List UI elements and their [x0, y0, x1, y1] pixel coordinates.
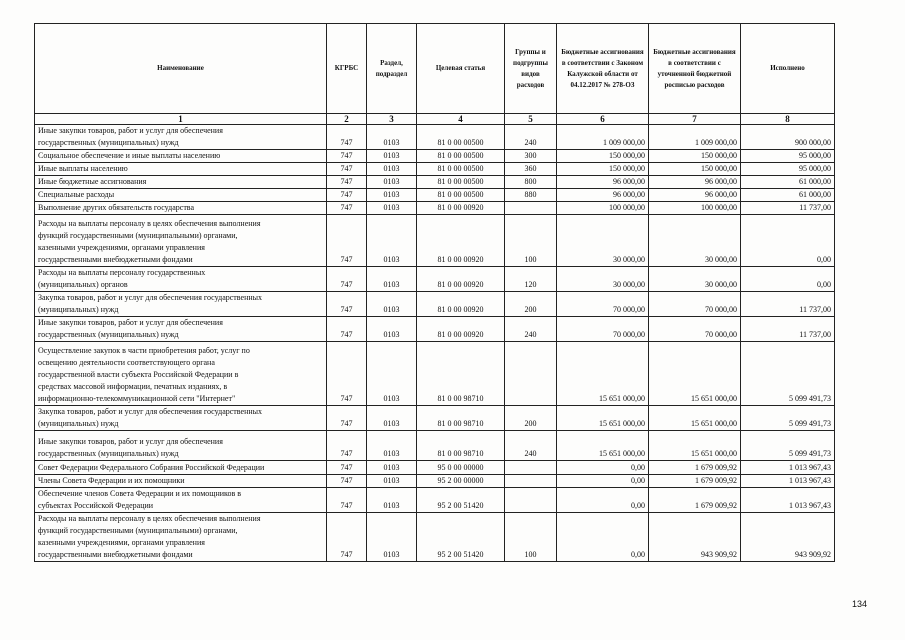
row-expense-group: 800 — [505, 176, 557, 189]
row-name: Члены Совета Федерации и их помощники — [35, 475, 327, 488]
col-number: 7 — [649, 114, 741, 125]
row-executed-amount: 5 099 491,73 — [741, 342, 835, 406]
table-row — [35, 488, 835, 513]
row-section: 0103 — [367, 150, 417, 163]
row-law-amount: 15 651 000,00 — [557, 406, 649, 431]
row-target-article: 81 0 00 00920 — [417, 202, 505, 215]
row-name: Расходы на выплаты персоналу государственных (муниципальных) органов — [35, 267, 327, 292]
row-target-article: 95 2 00 51420 — [417, 513, 505, 562]
row-target-article: 81 0 00 98710 — [417, 431, 505, 461]
row-law-amount: 15 651 000,00 — [557, 342, 649, 406]
row-law-amount: 0,00 — [557, 488, 649, 513]
row-kgrbs: 747 — [327, 215, 367, 267]
row-law-amount: 1 009 000,00 — [557, 125, 649, 150]
row-refined-amount: 30 000,00 — [649, 267, 741, 292]
row-target-article: 81 0 00 00500 — [417, 163, 505, 176]
row-kgrbs: 747 — [327, 317, 367, 342]
col-header-groups: Группы и подгруппы видов расходов — [505, 24, 557, 114]
row-section: 0103 — [367, 406, 417, 431]
row-target-article: 95 2 00 51420 — [417, 488, 505, 513]
table-row — [35, 150, 835, 163]
row-refined-amount: 15 651 000,00 — [649, 406, 741, 431]
row-section: 0103 — [367, 163, 417, 176]
row-name: Закупка товаров, работ и услуг для обеспечения государственных (муниципальных) нужд — [35, 292, 327, 317]
row-kgrbs: 747 — [327, 461, 367, 475]
row-section: 0103 — [367, 202, 417, 215]
row-expense-group — [505, 202, 557, 215]
row-name: Социальное обеспечение и иные выплаты населению — [35, 150, 327, 163]
row-kgrbs: 747 — [327, 202, 367, 215]
row-law-amount: 150 000,00 — [557, 150, 649, 163]
row-refined-amount: 30 000,00 — [649, 215, 741, 267]
col-header-law: Бюджетные ассигнования в соответствии с Законом Калужской области от 04.12.2017 № 278-ОЗ — [557, 24, 649, 114]
row-law-amount: 0,00 — [557, 461, 649, 475]
row-target-article: 95 0 00 00000 — [417, 461, 505, 475]
col-number: 3 — [367, 114, 417, 125]
row-kgrbs: 747 — [327, 163, 367, 176]
row-target-article: 81 0 00 00500 — [417, 150, 505, 163]
row-name: Закупка товаров, работ и услуг для обеспечения государственных (муниципальных) нужд — [35, 406, 327, 431]
table-row — [35, 215, 835, 267]
col-header-target: Целевая статья — [417, 24, 505, 114]
row-executed-amount: 5 099 491,73 — [741, 431, 835, 461]
row-refined-amount: 70 000,00 — [649, 317, 741, 342]
row-executed-amount: 0,00 — [741, 215, 835, 267]
row-expense-group: 360 — [505, 163, 557, 176]
row-section: 0103 — [367, 189, 417, 202]
row-name: Иные выплаты населению — [35, 163, 327, 176]
row-section: 0103 — [367, 513, 417, 562]
row-expense-group: 880 — [505, 189, 557, 202]
col-number: 4 — [417, 114, 505, 125]
row-expense-group — [505, 488, 557, 513]
row-refined-amount: 1 679 009,92 — [649, 461, 741, 475]
row-expense-group: 300 — [505, 150, 557, 163]
row-law-amount: 15 651 000,00 — [557, 431, 649, 461]
table-row — [35, 317, 835, 342]
row-target-article: 81 0 00 00500 — [417, 125, 505, 150]
row-law-amount: 70 000,00 — [557, 317, 649, 342]
row-section: 0103 — [367, 292, 417, 317]
row-executed-amount: 61 000,00 — [741, 189, 835, 202]
row-executed-amount: 1 013 967,43 — [741, 461, 835, 475]
row-kgrbs: 747 — [327, 513, 367, 562]
row-kgrbs: 747 — [327, 267, 367, 292]
row-executed-amount: 95 000,00 — [741, 150, 835, 163]
row-law-amount: 30 000,00 — [557, 215, 649, 267]
row-kgrbs: 747 — [327, 406, 367, 431]
row-section: 0103 — [367, 461, 417, 475]
row-executed-amount: 95 000,00 — [741, 163, 835, 176]
col-number: 6 — [557, 114, 649, 125]
col-header-section: Раздел, подраздел — [367, 24, 417, 114]
row-executed-amount: 0,00 — [741, 267, 835, 292]
row-target-article: 81 0 00 00920 — [417, 215, 505, 267]
row-refined-amount: 1 009 000,00 — [649, 125, 741, 150]
row-name: Выполнение других обязательств государства — [35, 202, 327, 215]
table-row — [35, 461, 835, 475]
row-target-article: 81 0 00 00920 — [417, 292, 505, 317]
row-kgrbs: 747 — [327, 176, 367, 189]
col-header-refined: Бюджетные ассигнования в соответствии с уточненной бюджетной росписью расходов — [649, 24, 741, 114]
row-executed-amount: 943 909,92 — [741, 513, 835, 562]
row-law-amount: 100 000,00 — [557, 202, 649, 215]
row-kgrbs: 747 — [327, 475, 367, 488]
row-kgrbs: 747 — [327, 431, 367, 461]
col-number: 8 — [741, 114, 835, 125]
budget-table — [34, 23, 835, 562]
row-target-article: 81 0 00 00500 — [417, 189, 505, 202]
row-refined-amount: 100 000,00 — [649, 202, 741, 215]
row-refined-amount: 15 651 000,00 — [649, 342, 741, 406]
row-expense-group — [505, 342, 557, 406]
row-section: 0103 — [367, 215, 417, 267]
row-expense-group: 120 — [505, 267, 557, 292]
row-name: Расходы на выплаты персоналу в целях обеспечения выполнения функций государственными (муниципальными) органами, казенными учреждениями, органами управления государственными внебюджетными фондами — [35, 513, 327, 562]
row-target-article: 81 0 00 98710 — [417, 342, 505, 406]
row-law-amount: 0,00 — [557, 513, 649, 562]
col-header-executed: Исполнено — [741, 24, 835, 114]
row-section: 0103 — [367, 342, 417, 406]
row-refined-amount: 96 000,00 — [649, 189, 741, 202]
row-name: Специальные расходы — [35, 189, 327, 202]
row-refined-amount: 1 679 009,92 — [649, 475, 741, 488]
row-expense-group — [505, 475, 557, 488]
row-name: Иные закупки товаров, работ и услуг для обеспечения государственных (муниципальных) нужд — [35, 125, 327, 150]
table-row — [35, 292, 835, 317]
row-refined-amount: 150 000,00 — [649, 163, 741, 176]
table-row — [35, 163, 835, 176]
row-section: 0103 — [367, 267, 417, 292]
row-target-article: 95 2 00 00000 — [417, 475, 505, 488]
row-target-article: 81 0 00 00920 — [417, 317, 505, 342]
row-expense-group — [505, 461, 557, 475]
row-law-amount: 96 000,00 — [557, 176, 649, 189]
row-section: 0103 — [367, 125, 417, 150]
row-target-article: 81 0 00 00920 — [417, 267, 505, 292]
row-law-amount: 0,00 — [557, 475, 649, 488]
row-law-amount: 70 000,00 — [557, 292, 649, 317]
row-refined-amount: 15 651 000,00 — [649, 431, 741, 461]
row-refined-amount: 943 909,92 — [649, 513, 741, 562]
row-kgrbs: 747 — [327, 189, 367, 202]
row-kgrbs: 747 — [327, 342, 367, 406]
col-number: 1 — [35, 114, 327, 125]
col-header-kgrbs: КГРБС — [327, 24, 367, 114]
row-name: Иные бюджетные ассигнования — [35, 176, 327, 189]
row-executed-amount: 61 000,00 — [741, 176, 835, 189]
col-header-name: Наименование — [35, 24, 327, 114]
row-name: Расходы на выплаты персоналу в целях обеспечения выполнения функций государственными (муниципальными) органами, казенными учреждениями, органами управления государственными внебюджетными фондами — [35, 215, 327, 267]
row-section: 0103 — [367, 475, 417, 488]
row-refined-amount: 150 000,00 — [649, 150, 741, 163]
table-row — [35, 431, 835, 461]
row-executed-amount: 5 099 491,73 — [741, 406, 835, 431]
row-name: Иные закупки товаров, работ и услуг для обеспечения государственных (муниципальных) нужд — [35, 317, 327, 342]
table-row — [35, 475, 835, 488]
row-executed-amount: 11 737,00 — [741, 317, 835, 342]
row-section: 0103 — [367, 317, 417, 342]
row-expense-group: 240 — [505, 431, 557, 461]
row-executed-amount: 11 737,00 — [741, 292, 835, 317]
table-row — [35, 189, 835, 202]
row-law-amount: 30 000,00 — [557, 267, 649, 292]
page-number: 134 — [851, 599, 867, 609]
row-expense-group: 200 — [505, 406, 557, 431]
row-expense-group: 240 — [505, 317, 557, 342]
table-row — [35, 342, 835, 406]
col-number: 5 — [505, 114, 557, 125]
table-row — [35, 176, 835, 189]
row-name: Иные закупки товаров, работ и услуг для обеспечения государственных (муниципальных) нужд — [35, 431, 327, 461]
row-refined-amount: 70 000,00 — [649, 292, 741, 317]
row-executed-amount: 11 737,00 — [741, 202, 835, 215]
table-row — [35, 513, 835, 562]
row-name: Совет Федерации Федерального Собрания Российской Федерации — [35, 461, 327, 475]
row-name: Осуществление закупок в части приобретения работ, услуг по освещению деятельности соответствующего органа государственной власти субъекта Российской Федерации в средствах массовой информации, печатных изданиях, в информационно-телекоммуникационной сети "Интернет" — [35, 342, 327, 406]
table-row — [35, 125, 835, 150]
row-target-article: 81 0 00 98710 — [417, 406, 505, 431]
row-kgrbs: 747 — [327, 292, 367, 317]
table-row — [35, 267, 835, 292]
row-target-article: 81 0 00 00500 — [417, 176, 505, 189]
row-expense-group: 100 — [505, 215, 557, 267]
row-expense-group: 200 — [505, 292, 557, 317]
col-number: 2 — [327, 114, 367, 125]
row-name: Обеспечение членов Совета Федерации и их помощников в субъектах Российской Федерации — [35, 488, 327, 513]
row-section: 0103 — [367, 431, 417, 461]
table-row — [35, 202, 835, 215]
row-refined-amount: 1 679 009,92 — [649, 488, 741, 513]
row-executed-amount: 1 013 967,43 — [741, 488, 835, 513]
row-refined-amount: 96 000,00 — [649, 176, 741, 189]
row-expense-group: 240 — [505, 125, 557, 150]
table-row — [35, 406, 835, 431]
row-executed-amount: 900 000,00 — [741, 125, 835, 150]
row-section: 0103 — [367, 176, 417, 189]
row-kgrbs: 747 — [327, 150, 367, 163]
row-executed-amount: 1 013 967,43 — [741, 475, 835, 488]
row-expense-group: 100 — [505, 513, 557, 562]
row-law-amount: 96 000,00 — [557, 189, 649, 202]
row-law-amount: 150 000,00 — [557, 163, 649, 176]
row-kgrbs: 747 — [327, 125, 367, 150]
row-kgrbs: 747 — [327, 488, 367, 513]
row-section: 0103 — [367, 488, 417, 513]
